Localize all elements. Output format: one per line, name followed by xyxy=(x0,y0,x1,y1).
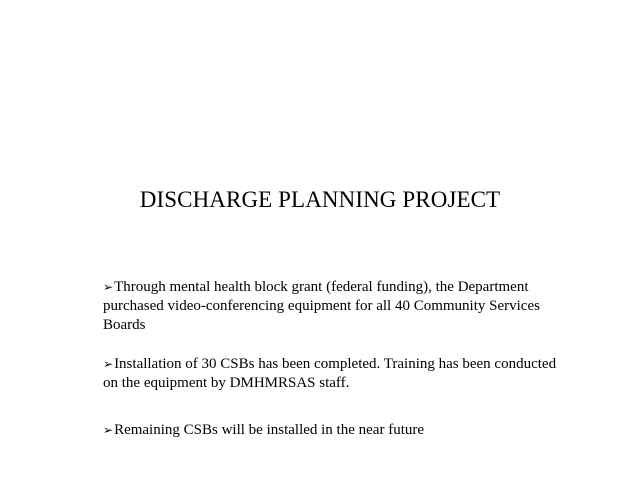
bullet-text: Remaining CSBs will be installed in the near future xyxy=(114,422,425,438)
list-item xyxy=(103,355,563,393)
bullet-text: Through mental health block grant (federal funding), the Department purchased video-conferencing equipment for all 40 Community Services Boards xyxy=(103,279,540,333)
slide-title: DISCHARGE PLANNING PROJECT xyxy=(139,187,501,212)
arrow-bullet-icon: ➢ xyxy=(103,357,114,371)
bullet-list xyxy=(103,278,563,440)
arrow-bullet-icon: ➢ xyxy=(103,423,114,437)
arrow-bullet-icon: ➢ xyxy=(103,280,114,294)
list-item xyxy=(103,421,563,440)
list-item xyxy=(103,278,563,335)
bullet-text: Installation of 30 CSBs has been completed. Training has been conducted on the equipment by DMHMRSAS staff. xyxy=(103,356,557,391)
